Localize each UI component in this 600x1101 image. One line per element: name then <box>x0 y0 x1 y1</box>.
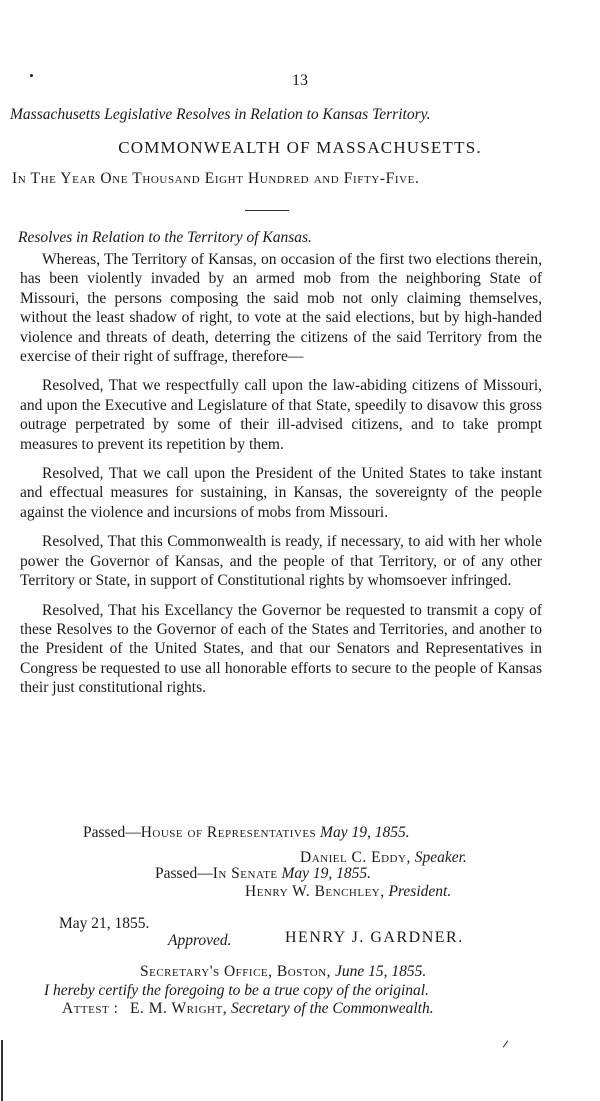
page-number: 13 <box>292 72 308 89</box>
section-title: Resolves in Relation to the Territory of Kansas. <box>18 229 312 246</box>
secretary-name: E. M. Wright, <box>130 1000 228 1017</box>
page-edge-rule <box>1 1040 3 1101</box>
speaker-name: Daniel C. Eddy, <box>300 849 411 866</box>
approval-date: May 21, 1855. <box>59 915 150 932</box>
resolve-paragraph: Resolved, That this Commonwealth is ready, if necessary, to aid with her whole power the Governor of Kansas, and the people of that Territory, or of any other Territory or State, in support of Constitutional rights by whomsoever infringed. <box>20 533 542 590</box>
house-date: May 19, 1855. <box>320 824 410 841</box>
president-title: President. <box>388 883 452 900</box>
house-body: House of Representatives <box>140 824 317 841</box>
preamble-paragraph: Whereas, The Territory of Kansas, on occasion of the first two elections therein, has been violently invaded by an armed mob from the neighboring State of Missouri, the persons composing the said mob not only claiming themselves, without the least shadow of right, to vote at the said elections, but by high-handed violence and threats of death, deterring the citizens of the said Territory from the exercise of their right of suffrage, therefore— <box>20 251 542 366</box>
secretary-office-line <box>140 963 426 981</box>
senate-passage-line <box>155 865 371 883</box>
resolve-paragraph: Resolved, That we respectfully call upon the law-abiding citizens of Missouri, and upon the Executive and Legislature of that State, speedily to disavow this gross outrage perpetrated by some of their ill-advised citizens, and to take prompt measures to prevent its repetition by them. <box>20 377 542 453</box>
governor-name: HENRY J. GARDNER. <box>285 929 464 946</box>
document-heading: COMMONWEALTH OF MASSACHUSETTS. <box>118 138 482 157</box>
passed-label: Passed— <box>83 824 141 841</box>
resolve-paragraph: Resolved, That his Excellancy the Governor be requested to transmit a copy of these Resolves to the Governor of each of the States and Territories, and another to the President of the United States, and that our Senators and Representatives in Congress be requested to use all honorable efforts to secure to the people of Kansas their just constitutional rights. <box>20 601 542 697</box>
secretary-office: Secretary's Office, Boston, <box>140 963 332 980</box>
speaker-title: Speaker. <box>414 849 467 866</box>
year-line: In The Year One Thousand Eight Hundred and Fifty-Five. <box>12 170 420 187</box>
attest-line <box>62 1000 434 1018</box>
secretary-title: Secretary of the Commonwealth. <box>230 1000 434 1017</box>
senate-body: In Senate <box>212 865 278 882</box>
senate-date: May 19, 1855. <box>281 865 372 882</box>
section-divider <box>245 210 289 211</box>
passed-label: Passed— <box>155 865 213 882</box>
certification-date: June 15, 1855. <box>334 963 427 980</box>
attest-label: Attest : <box>62 1000 119 1017</box>
president-name: Henry W. Benchley, <box>245 883 385 900</box>
senate-signature <box>245 883 451 901</box>
running-title: Massachusetts Legislative Resolves in Relation to Kansas Territory. <box>10 106 431 123</box>
certification-statement: I hereby certify the foregoing to be a true copy of the original. <box>44 982 429 999</box>
approved-label: Approved. <box>168 932 232 949</box>
resolves-body <box>20 250 542 708</box>
page-mark-tick <box>503 1040 508 1047</box>
resolve-paragraph: Resolved, That we call upon the President of the United States to take instant and effectual measures for sustaining, in Kansas, the sovereignty of the people against the violence and incursions of mobs from Missouri. <box>20 465 542 521</box>
house-passage-line <box>83 824 410 842</box>
